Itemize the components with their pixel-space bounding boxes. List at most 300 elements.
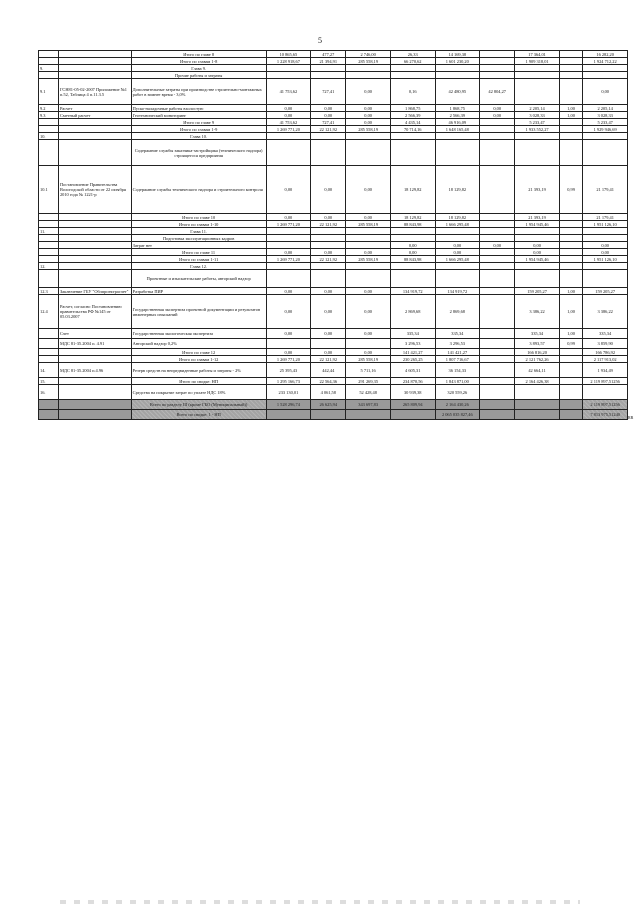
cell-c3: 0,00 [346,329,391,339]
cell-just [58,119,131,126]
cell-c2: 4 061,58 [311,385,346,400]
cell-c1: 1 269 771,20 [266,356,311,363]
cell-c3 [346,65,391,72]
cell-c5: 141 421,27 [435,349,480,356]
cell-c7: 159 205,27 [515,288,560,295]
cell-just [58,256,131,263]
table-row [39,228,628,235]
cell-c4 [390,263,435,270]
cell-c4: 0,16 [390,79,435,105]
cell-c5 [435,65,480,72]
cell-c4: 134 919,72 [390,288,435,295]
cell-c5: 0,00 [435,249,480,256]
cell-c7: 21 393,19 [515,214,560,221]
cell-name: Резерв средств на непредвиденные работы и затраты - 2% [131,363,266,378]
cell-idx: 10. [39,133,59,140]
table-row [39,221,628,228]
cell-just [58,228,131,235]
table-body [39,51,628,420]
cell-c5: 1 868,75 [435,105,480,112]
cell-c3: 0,00 [346,295,391,329]
cell-c8 [559,235,582,242]
cell-c9: 1 929 946,69 [583,126,628,133]
cell-c8 [559,410,582,420]
cell-c6 [480,51,515,58]
cell-c6 [480,140,515,166]
cell-c1 [266,235,311,242]
table-row [39,51,628,58]
cell-c3: 2 746,00 [346,51,391,58]
cell-c9 [583,270,628,288]
cell-c8 [559,221,582,228]
cell-c2 [311,133,346,140]
cell-name: Глава 10. [131,133,266,140]
cell-c3 [346,339,391,349]
cell-c8 [559,72,582,79]
cell-c8 [559,263,582,270]
cell-c7: 21 393,19 [515,166,560,214]
cell-c4: 88 843,98 [390,221,435,228]
cell-c3: 0,00 [346,166,391,214]
cell-c7 [515,235,560,242]
cell-c8 [559,228,582,235]
cell-c4 [390,65,435,72]
cell-c6 [480,256,515,263]
cell-name: Глава 12. [131,263,266,270]
cell-c7: 1 933 552,27 [515,126,560,133]
cell-c9: 1 924 712,22 [583,58,628,65]
cell-c2 [311,242,346,249]
cell-c6 [480,410,515,420]
cell-c9: 21 179,41 [583,166,628,214]
cell-c9 [583,65,628,72]
cell-idx [39,400,59,410]
cell-c6 [480,378,515,385]
cell-c7: 3 028,33 [515,112,560,119]
cell-c7: 1 954 945,46 [515,221,560,228]
cell-c5: 2 869,68 [435,295,480,329]
cell-c8 [559,385,582,400]
cell-c7: 3 386,22 [515,295,560,329]
cell-idx [39,242,59,249]
cell-idx [39,410,59,420]
cell-c5: 1 666 295,48 [435,221,480,228]
cell-c1: 0,00 [266,349,311,356]
cell-c8 [559,363,582,378]
cell-idx [39,221,59,228]
cell-name: Итого по главам 1-11 [131,256,266,263]
cell-c6 [480,235,515,242]
cell-c8 [559,126,582,133]
cell-idx: 12.4 [39,295,59,329]
cell-c3 [346,228,391,235]
cell-just: Постановление Правительства Вологодской области от 22 октября 2010 года № 1221-р [58,166,131,214]
cell-c6 [480,385,515,400]
cell-c4 [390,140,435,166]
cell-just [58,133,131,140]
cell-c6 [480,349,515,356]
cell-c6 [480,221,515,228]
cell-c1: 0,00 [266,288,311,295]
cell-c8: 0,99 [559,339,582,349]
cell-c4 [390,133,435,140]
cell-c1: 0,00 [266,249,311,256]
cell-c1: 0,00 [266,166,311,214]
cell-c6 [480,249,515,256]
cell-name: Итого по главе 12 [131,349,266,356]
cell-just [58,410,131,420]
cell-c1 [266,133,311,140]
cell-c8 [559,378,582,385]
cell-c8 [559,58,582,65]
cell-c2 [311,263,346,270]
cell-c7 [515,72,560,79]
cell-just [58,356,131,363]
cell-c8 [559,400,582,410]
cell-c4 [390,235,435,242]
cell-c8 [559,214,582,221]
table-row [39,65,628,72]
cell-c4: 265 809,94 [390,400,435,410]
cell-c5: 2 566,39 [435,112,480,119]
cell-c6: 0,00 [480,112,515,119]
cell-c2 [311,235,346,242]
cell-c5 [435,228,480,235]
cell-c4: 66 270,62 [390,58,435,65]
cell-c9: 3 028,33 [583,112,628,119]
cell-c9: 0,00 [583,249,628,256]
cell-c9 [583,235,628,242]
cell-just [58,214,131,221]
cell-idx: 9.3 [39,112,59,119]
cell-c6 [480,295,515,329]
scan-artifact-strip [60,900,580,904]
cell-c1: 1 228 918,67 [266,58,311,65]
cell-name: Средства на покрытие затрат по уплате НДС 18% [131,385,266,400]
cell-c7: 1 954 945,46 [515,256,560,263]
table-row [39,339,628,349]
cell-c9: 0,00 [583,79,628,105]
cell-c5: 1 601 230,20 [435,58,480,65]
cell-c4: 88 843,98 [390,256,435,263]
cell-c2: 0,00 [311,295,346,329]
cell-c2: 0,00 [311,214,346,221]
cell-c3: 285 558,19 [346,58,391,65]
table-row [39,378,628,385]
cell-name: Разработка ПИР [131,288,266,295]
cell-c3 [346,270,391,288]
cell-c5: 1 843 871,00 [435,378,480,385]
cell-c8: 1,00 [559,105,582,112]
cell-c3 [346,263,391,270]
cell-c1: 0,00 [266,105,311,112]
cell-just: Расчет [58,105,131,112]
cell-just [58,242,131,249]
cell-c9: 5 233,47 [583,119,628,126]
cell-c5 [435,140,480,166]
cell-c8 [559,133,582,140]
cell-c1: 0,00 [266,214,311,221]
cell-c3 [346,410,391,420]
cell-c8 [559,356,582,363]
cell-c5: 0,00 [435,242,480,249]
table-row [39,400,628,410]
cell-name: Пуско-наладочные работы вхолостую [131,105,266,112]
cell-c7: 0,00 [515,242,560,249]
cell-c5: 18 129,82 [435,166,480,214]
cell-just: МДС 81-35.2004 п. 4.91 [58,339,131,349]
cell-idx [39,235,59,242]
cell-c6 [480,329,515,339]
cell-c1: 1 269 771,20 [266,221,311,228]
cell-c3: 285 558,19 [346,126,391,133]
cell-c1 [266,242,311,249]
cell-c8 [559,51,582,58]
cell-idx: 9. [39,65,59,72]
cell-c3: 0,00 [346,112,391,119]
cell-c4: 230 265,25 [390,356,435,363]
cell-c5: 1 807 716,67 [435,356,480,363]
cell-c5: 1 666 295,48 [435,256,480,263]
cell-c4: 30 939,38 [390,385,435,400]
cell-c8: 1,00 [559,288,582,295]
cell-c6 [480,166,515,214]
cell-c5: 1 648 165,48 [435,126,480,133]
table-row [39,133,628,140]
cell-c6 [480,126,515,133]
cell-c1 [266,140,311,166]
cell-name: Подготовка эксплуатационных кадров [131,235,266,242]
cell-just [58,140,131,166]
cell-c4: 234 870,56 [390,378,435,385]
table-row [39,242,628,249]
cell-c1 [266,339,311,349]
cell-idx: 9.2 [39,105,59,112]
cell-just: Сметный расчет [58,112,131,119]
cell-c1 [266,228,311,235]
cell-c9: 335,34 [583,329,628,339]
cell-just: Заключение ГБУ "Облпроектрасчет" [58,288,131,295]
cell-c2: 22 564,36 [311,378,346,385]
cell-c1: 1 269 771,20 [266,126,311,133]
cell-c8: 0,99 [559,166,582,214]
cell-c3: 285 558,19 [346,356,391,363]
cell-name: Прочие работы и затраты [131,72,266,79]
cell-just [58,400,131,410]
table-row [39,270,628,288]
cell-idx [39,214,59,221]
cell-c3 [346,72,391,79]
table-row [39,356,628,363]
cell-c2: 442,44 [311,363,346,378]
cell-c7: 2 205,14 [515,105,560,112]
cell-c5: 14 169,38 [435,51,480,58]
table-row [39,58,628,65]
cell-name: Итого по главам 1-8 [131,58,266,65]
cell-c4 [390,410,435,420]
cell-c5: 3 296,53 [435,339,480,349]
cell-c9: 166 786,92 [583,349,628,356]
cell-c5: 18 129,82 [435,214,480,221]
cell-name: Проектные и изыскательские работы, авторский надзор [131,270,266,288]
cell-c2: 22 121,92 [311,356,346,363]
cell-c2 [311,339,346,349]
cell-c8 [559,256,582,263]
cell-just [58,72,131,79]
cell-c6 [480,58,515,65]
cell-c8 [559,140,582,166]
cell-c7: 335,34 [515,329,560,339]
cell-c3: 0,00 [346,119,391,126]
cell-c4: 4 605,31 [390,363,435,378]
cost-estimate-table [38,50,628,420]
cell-c7: 2 121 762,26 [515,356,560,363]
cell-c2 [311,140,346,166]
cell-c4 [390,270,435,288]
cell-c5: 2 164 430,26 [435,400,480,410]
table-row [39,295,628,329]
table-row [39,79,628,105]
table-row [39,410,628,420]
cell-just: Расчет, согласно Постановлению правительства РФ №145 от 05.03.2007 [58,295,131,329]
cell-c6 [480,400,515,410]
cell-c3: 52 428,48 [346,385,391,400]
cell-c4: 335,34 [390,329,435,339]
cell-name: Итого по главам 1-9 [131,126,266,133]
cell-name: Затрат нет [131,242,266,249]
cell-c9: 1 934,49 [583,363,628,378]
cell-c2: 727,41 [311,119,346,126]
cell-c6 [480,339,515,349]
cell-c3: 0,00 [346,79,391,105]
cell-c4: 3 296,53 [390,339,435,349]
cell-c8 [559,242,582,249]
cell-c2: 727,41 [311,79,346,105]
cell-c2 [311,65,346,72]
cell-c1 [266,72,311,79]
cell-c1: 25 395,43 [266,363,311,378]
cell-c7 [515,140,560,166]
cell-idx [39,72,59,79]
cell-c9: 2 117 913,02 [583,356,628,363]
cell-idx: 12. [39,263,59,270]
cell-just [58,221,131,228]
cell-c9 [583,385,628,400]
cell-c4: 2 566,39 [390,112,435,119]
cell-c4: 18 129,82 [390,166,435,214]
cell-c3: 285 558,19 [346,221,391,228]
cell-c7 [515,79,560,105]
table-row [39,112,628,119]
cell-c1: 0,00 [266,329,311,339]
cell-c8 [559,270,582,288]
cell-c3 [346,235,391,242]
cell-idx [39,270,59,288]
cell-idx [39,249,59,256]
cell-c2: 22 121,92 [311,221,346,228]
cell-c2: 0,00 [311,166,346,214]
cell-c7: 3 893,57 [515,339,560,349]
cell-c7: 1 909 318,01 [515,58,560,65]
cell-name: Глава 11. [131,228,266,235]
cell-c7 [515,270,560,288]
cell-c3: 0,00 [346,249,391,256]
cell-c7 [515,228,560,235]
cell-just [58,249,131,256]
cell-c2: 26 625,94 [311,400,346,410]
cell-c9: 3 859,90 [583,339,628,349]
cell-c2 [311,72,346,79]
cell-c7: 166 816,20 [515,349,560,356]
table-row [39,235,628,242]
cell-c6 [480,133,515,140]
cell-c7: 2 164 426,38 [515,378,560,385]
cell-c1: 41 753,62 [266,119,311,126]
cell-c3: 0,00 [346,105,391,112]
cell-idx: 14. [39,363,59,378]
cell-c6: 0,00 [480,242,515,249]
cell-c9: 0,00 [583,242,628,249]
cell-idx [39,349,59,356]
cell-c2: 22 121,92 [311,256,346,263]
cell-just: ГСН81-05-02-2007 Приложение №1 п.52, Таблица 4 п.11.3.5 [58,79,131,105]
cell-c4: 2 869,68 [390,295,435,329]
cell-c4: 1 868,75 [390,105,435,112]
cell-c9: 21 179,41 [583,214,628,221]
cell-c7 [515,400,560,410]
cell-c4: 0,00 [390,249,435,256]
cell-just [58,235,131,242]
cell-c9: 2 119 897,51256 [583,378,628,385]
cell-c4: 4 435,14 [390,119,435,126]
table-row [39,385,628,400]
cell-c9: 3 386,22 [583,295,628,329]
cell-c9 [583,263,628,270]
cell-idx [39,119,59,126]
cell-c2 [311,410,346,420]
cell-c9: 159 205,27 [583,288,628,295]
cell-c6 [480,119,515,126]
table-row [39,363,628,378]
cell-c9 [583,228,628,235]
cell-idx [39,329,59,339]
cell-c8 [559,349,582,356]
cell-c6 [480,288,515,295]
cell-just [58,51,131,58]
cell-name: Итого по главам 1-10 [131,221,266,228]
cell-c5: 134 919,72 [435,288,480,295]
cell-name: Всего по сводке: 1 - НП [131,410,266,420]
table-row [39,105,628,112]
cell-name: Итого по главе 8 [131,51,266,58]
cell-name: Итого по сводке: НП [131,378,266,385]
cell-c8: 1,00 [559,112,582,119]
cell-c1: 1 528 296,74 [266,400,311,410]
cell-c6: 0,00 [480,105,515,112]
cell-c7 [515,385,560,400]
cell-c1: 0,00 [266,112,311,119]
cell-c1: 0,00 [266,295,311,329]
cell-name: Геотехнический мониторинг [131,112,266,119]
cell-c1 [266,410,311,420]
cell-idx: 10.1 [39,166,59,214]
cell-c6 [480,356,515,363]
cell-just [58,65,131,72]
cell-c5 [435,133,480,140]
cell-c8: 1,00 [559,295,582,329]
cell-c1: 1 295 166,73 [266,378,311,385]
cell-name: Государственная экологическая экспертиза [131,329,266,339]
